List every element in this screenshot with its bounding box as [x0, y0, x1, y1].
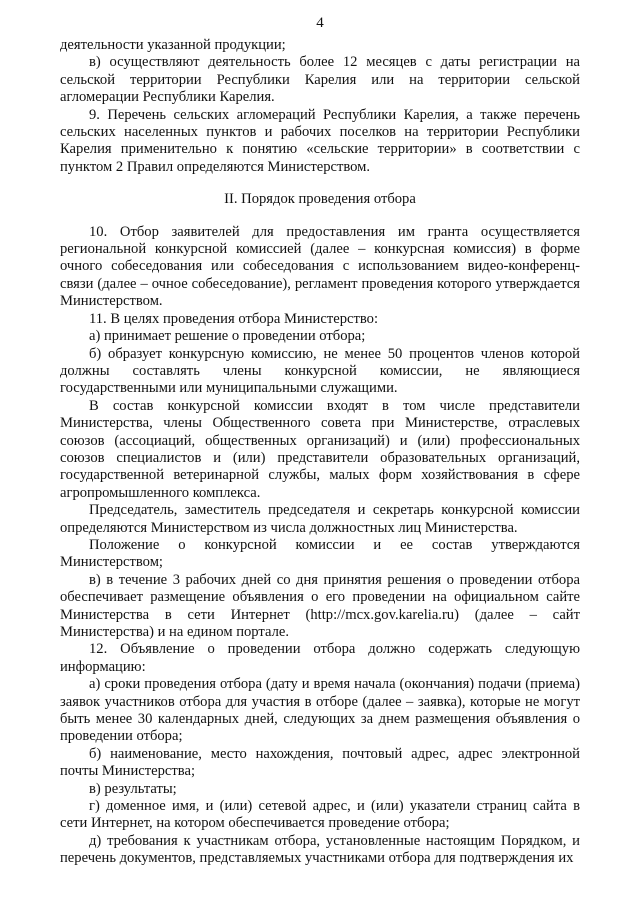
paragraph-commission-chair: Председатель, заместитель председателя и секретарь конкурсной комиссии определяются Министерством из числа должностных лиц Министерства. — [60, 502, 580, 536]
paragraph-12g: г) доменное имя, и (или) сетевой адрес, и (или) указатели страниц сайта в сети Интернет, на котором обеспечивается проведение отбора; — [60, 798, 580, 832]
paragraph-10: 10. Отбор заявителей для предоставления им гранта осуществляется региональной конкурсной комиссией (далее – конкурсная комиссия) в форме очного собеседования или собеседования с использованием видео-конференц-связи (далее – очное собеседование), регламент проведения которого утверждается Министерством. — [60, 223, 580, 310]
paragraph-commission-members: В состав конкурсной комиссии входят в том числе представители Министерства, члены Общественного совета при Министерстве, отраслевых союзов (ассоциаций, общественных организаций) и (или) профессиональных союзов специалистов и (или) представители образовательных организаций, государственной ветеринарной службы, малых форм хозяйствования в сфере агропромышленного комплекса. — [60, 397, 580, 501]
paragraph-12v: в) результаты; — [89, 780, 177, 797]
paragraph-commission-regulation: Положение о конкурсной комиссии и ее состав утверждаются Министерством; — [60, 536, 580, 571]
paragraph-11v: в) в течение 3 рабочих дней со дня принятия решения о проведении отбора обеспечивает размещение объявления о его проведении на официальном сайте Министерства в сети Интернет (http://mcx.gov.karelia.ru) (далее – сайт Министерства) и на едином портале. — [60, 571, 580, 640]
paragraph-12d: д) требования к участникам отбора, установленные настоящим Порядком, и перечень документов, представляемых участниками отбора для подтверждения их — [60, 832, 580, 867]
paragraph-11b: б) образует конкурсную комиссию, не менее 50 процентов членов которой должны составлять члены конкурсной комиссии, не являющиеся государственными или муниципальными служащими. — [60, 345, 580, 397]
paragraph-9: 9. Перечень сельских агломераций Республики Карелия, а также перечень сельских населенных пунктов и рабочих поселков на территории Республики Карелия применительно к понятию «сельские территории» в соответствии с пунктом 2 Правил определяются Министерством. — [60, 106, 580, 175]
paragraph-11a: а) принимает решение о проведении отбора; — [89, 328, 366, 345]
paragraph-12a: а) сроки проведения отбора (дату и время начала (окончания) подачи (приема) заявок участников отбора для участия в отборе (далее – заявка), которые не могут быть менее 30 календарных дней, следующих за днем размещения объявления о проведении отбора; — [60, 676, 580, 745]
paragraph-12b: б) наименование, место нахождения, почтовый адрес, адрес электронной почты Министерства; — [60, 745, 580, 780]
section-heading: II. Порядок проведения отбора — [224, 191, 416, 208]
page-number: 4 — [316, 15, 324, 31]
paragraph-12: 12. Объявление о проведении отбора должно содержать следующую информацию: — [60, 641, 580, 675]
document-body — [60, 37, 580, 868]
paragraph-8v: в) осуществляют деятельность более 12 месяцев с даты регистрации на сельской территории Республики Карелия или на территории сельской агломерации Республики Карелия. — [60, 54, 580, 106]
paragraph-11: 11. В целях проведения отбора Министерство: — [89, 310, 378, 327]
paragraph-continuation: деятельности указанной продукции; — [60, 37, 286, 53]
